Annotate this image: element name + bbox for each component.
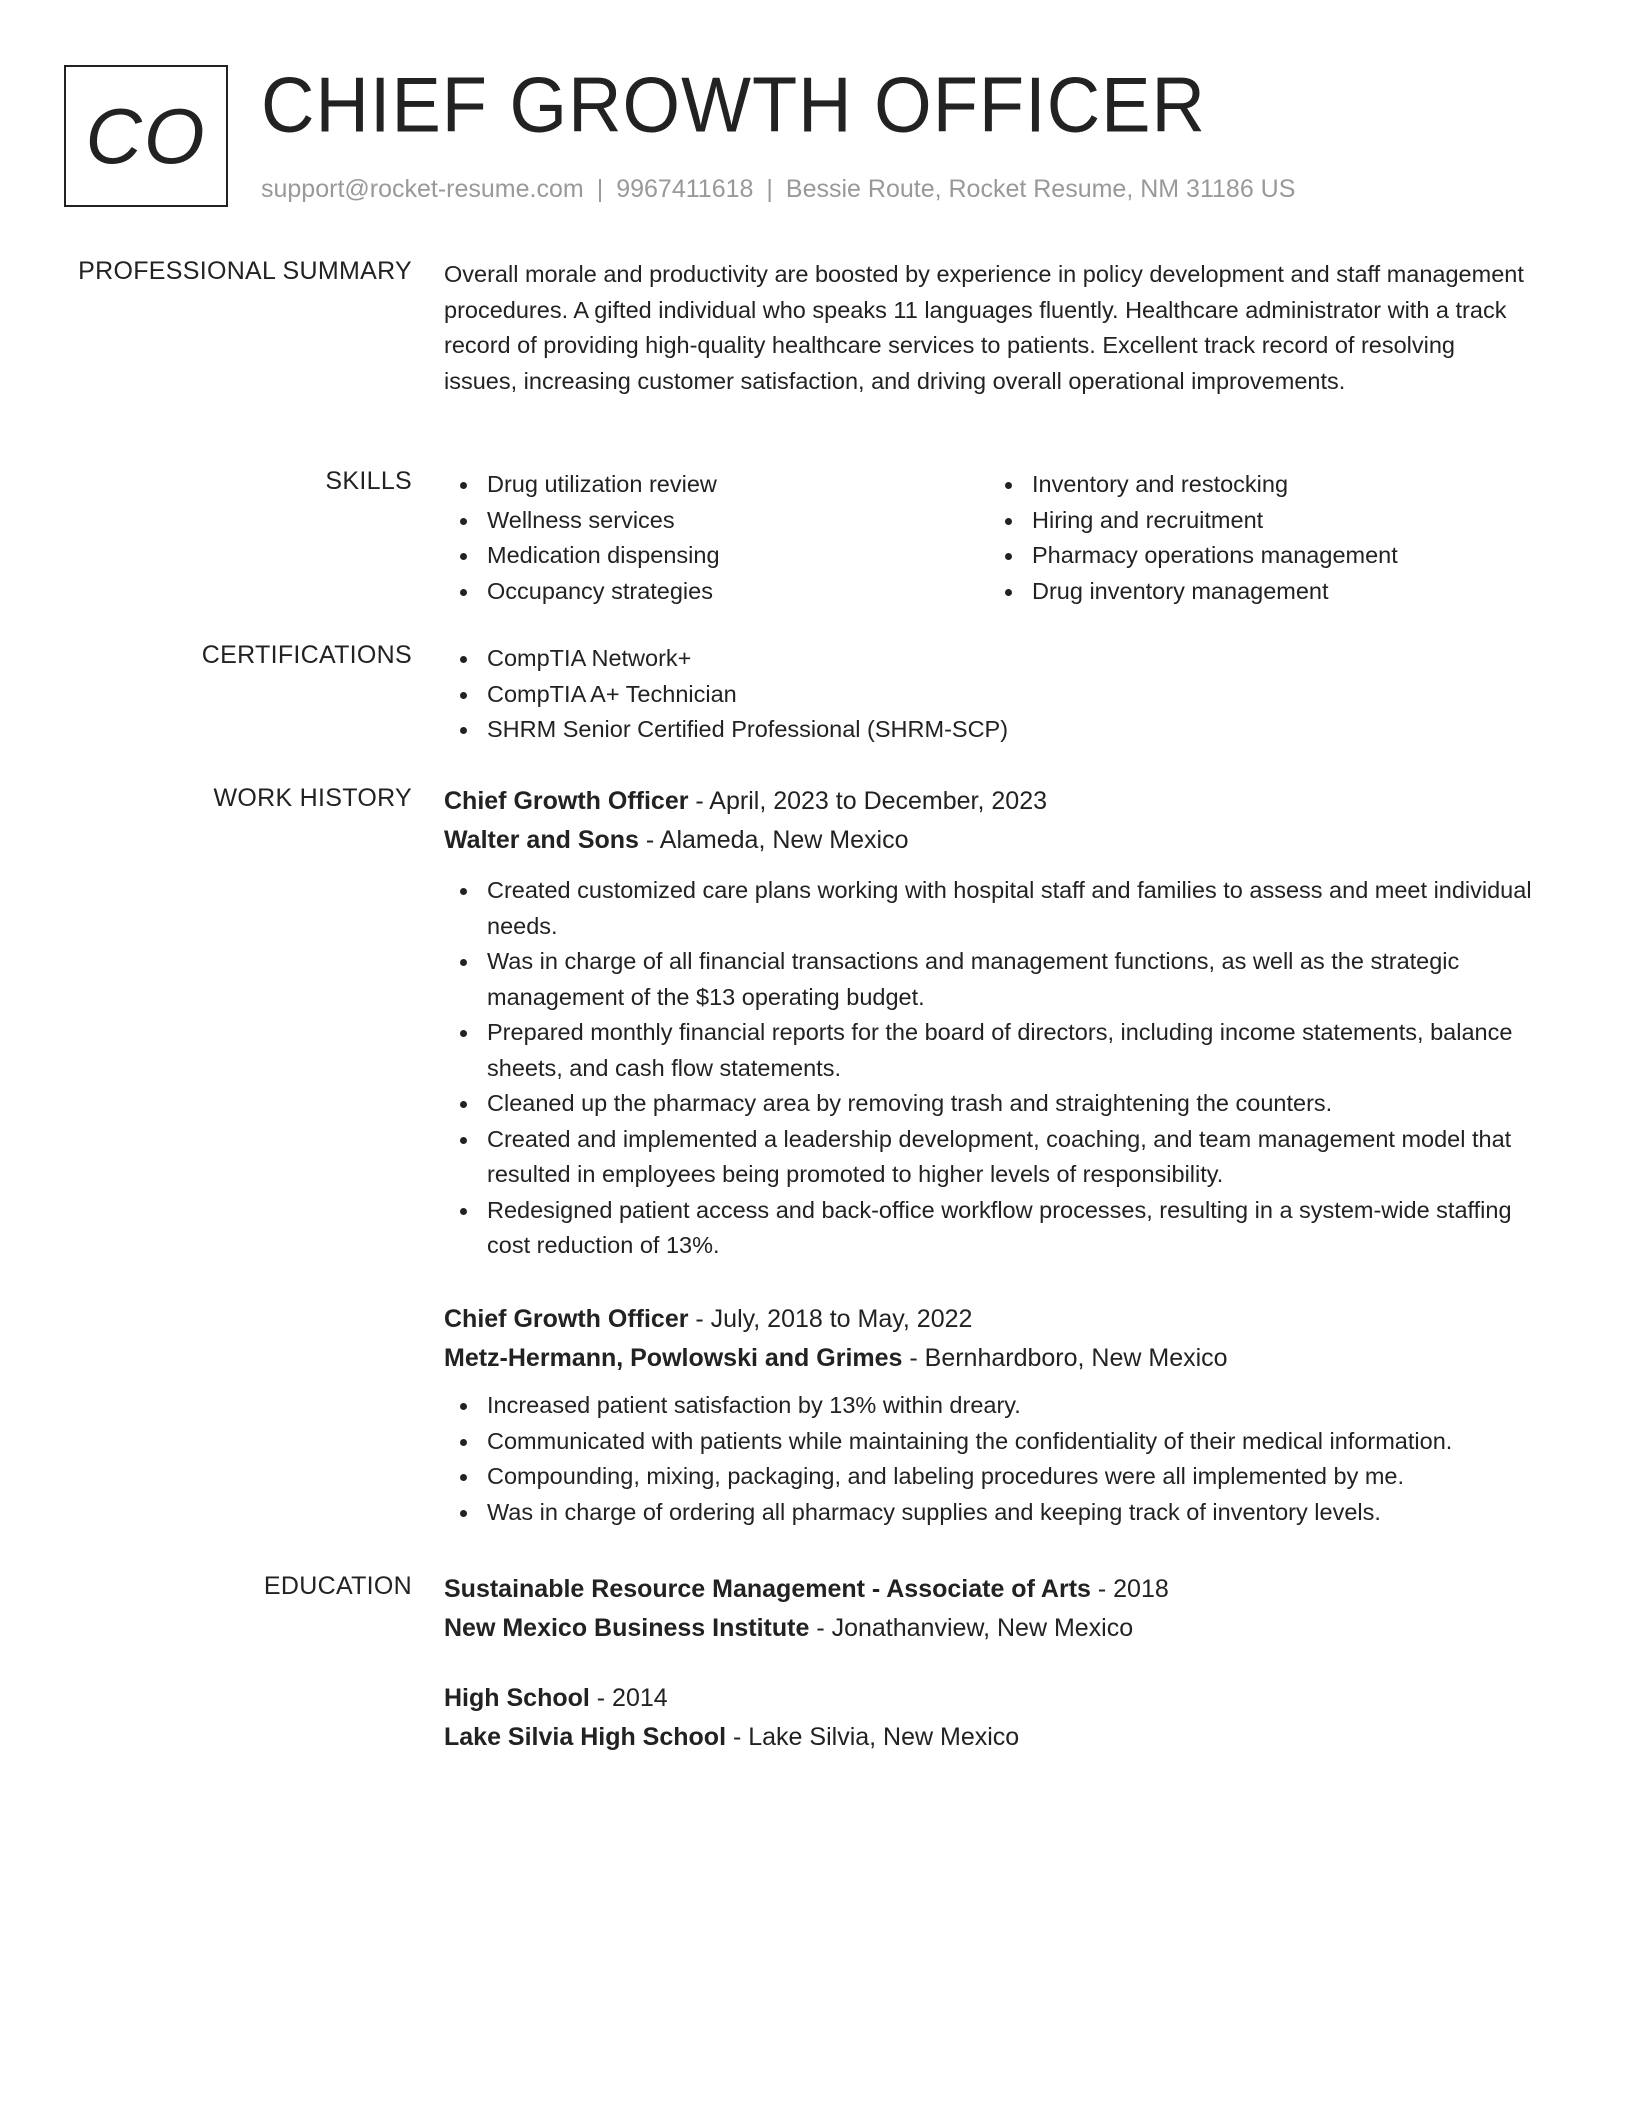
job-location: - Alameda, New Mexico (638, 826, 909, 854)
job-dates: - July, 2018 to May, 2022 (688, 1305, 973, 1333)
contact-separator: | (766, 175, 773, 203)
skill-item: Pharmacy operations management (989, 538, 1534, 574)
education-school-line (444, 1718, 1534, 1757)
summary-text: Overall morale and productivity are boosted by experience in policy development and staff management procedures. A gifted individual who speaks 11 languages fluently. Healthcare administrator with a track record of providing high-quality healthcare services to patients. Excellent track record of resolving issues, increasing customer satisfaction, and driving overall operational improvements. (444, 261, 1524, 394)
education-entry (444, 1570, 1534, 1648)
job-bullet: Redesigned patient access and back-office workflow processes, resulting in a system-wide staffing cost reduction of 13%. (444, 1193, 1534, 1264)
job-bullet: Was in charge of ordering all pharmacy supplies and keeping track of inventory levels. (444, 1495, 1534, 1531)
job-bullets (444, 873, 1534, 1264)
skills-list-right (989, 467, 1534, 609)
job-title: Chief Growth Officer (444, 1305, 689, 1333)
section-heading-summary: PROFESSIONAL SUMMARY (78, 257, 412, 285)
job-title-line (444, 1300, 1534, 1339)
job-bullet: Was in charge of all financial transactions and management functions, as well as the strategic management of the $13 operating budget. (444, 944, 1534, 1015)
skills-list-left (444, 467, 989, 609)
contact-separator: | (596, 175, 604, 203)
education-location: - Jonathanview, New Mexico (809, 1614, 1134, 1642)
education-year: - 2018 (1090, 1575, 1169, 1603)
certification-item: SHRM Senior Certified Professional (SHRM-SCP) (444, 712, 1534, 748)
education-year: - 2014 (589, 1684, 668, 1712)
skill-item: Drug inventory management (989, 574, 1534, 610)
education-school: Lake Silvia High School (444, 1723, 727, 1751)
job-title-line (444, 782, 1534, 821)
job-bullet: Created and implemented a leadership development, coaching, and team management model that resulted in employees being promoted to higher levels of responsibility. (444, 1122, 1534, 1193)
education-degree: High School (444, 1684, 590, 1712)
section-heading-work: WORK HISTORY (213, 784, 412, 812)
job-dates: - April, 2023 to December, 2023 (688, 787, 1048, 815)
job-bullet: Created customized care plans working with hospital staff and families to assess and meet individual needs. (444, 873, 1534, 944)
education-degree-line (444, 1679, 1534, 1718)
contact-phone[interactable]: 9967411618 (616, 175, 754, 203)
education-school-line (444, 1609, 1534, 1648)
education-school: New Mexico Business Institute (444, 1614, 810, 1642)
job-company: Metz-Hermann, Powlowski and Grimes (444, 1344, 903, 1372)
job-bullet: Communicated with patients while maintaining the confidentiality of their medical information. (444, 1424, 1534, 1460)
job-title: Chief Growth Officer (444, 787, 689, 815)
job-entry (444, 1300, 1534, 1530)
job-bullet: Increased patient satisfaction by 13% within dreary. (444, 1388, 1534, 1424)
job-bullets (444, 1388, 1534, 1530)
page-title: CHIEF GROWTH OFFICER (261, 61, 1206, 149)
contact-address: Bessie Route, Rocket Resume, NM 31186 US (785, 175, 1296, 203)
certification-item: CompTIA Network+ (444, 641, 1534, 677)
contact-email[interactable]: support@rocket-resume.com (261, 175, 584, 203)
resume-header (64, 61, 1564, 211)
job-company-line (444, 1339, 1534, 1378)
contact-line (261, 175, 1295, 204)
skill-item: Medication dispensing (444, 538, 989, 574)
skill-item: Hiring and recruitment (989, 503, 1534, 539)
skills-grid (444, 467, 1534, 609)
certifications-list (444, 641, 1534, 748)
job-bullet: Compounding, mixing, packaging, and labeling procedures were all implemented by me. (444, 1459, 1534, 1495)
job-company-line (444, 821, 1534, 860)
monogram-badge: CO (64, 65, 228, 207)
section-heading-skills: SKILLS (325, 467, 412, 495)
skill-item: Drug utilization review (444, 467, 989, 503)
section-heading-education: EDUCATION (263, 1572, 412, 1600)
job-company: Walter and Sons (444, 826, 639, 854)
skill-item: Wellness services (444, 503, 989, 539)
education-degree-line (444, 1570, 1534, 1609)
job-entry (444, 782, 1534, 1264)
skill-item: Inventory and restocking (989, 467, 1534, 503)
education-entry (444, 1679, 1534, 1757)
job-bullet: Prepared monthly financial reports for the board of directors, including income statements, balance sheets, and cash flow statements. (444, 1015, 1534, 1086)
skill-item: Occupancy strategies (444, 574, 989, 610)
job-bullet: Cleaned up the pharmacy area by removing trash and straightening the counters. (444, 1086, 1534, 1122)
certification-item: CompTIA A+ Technician (444, 677, 1534, 713)
education-degree: Sustainable Resource Management - Associate of Arts (444, 1575, 1091, 1603)
section-heading-certifications: CERTIFICATIONS (201, 641, 412, 669)
education-location: - Lake Silvia, New Mexico (726, 1723, 1020, 1751)
job-location: - Bernhardboro, New Mexico (902, 1344, 1228, 1372)
